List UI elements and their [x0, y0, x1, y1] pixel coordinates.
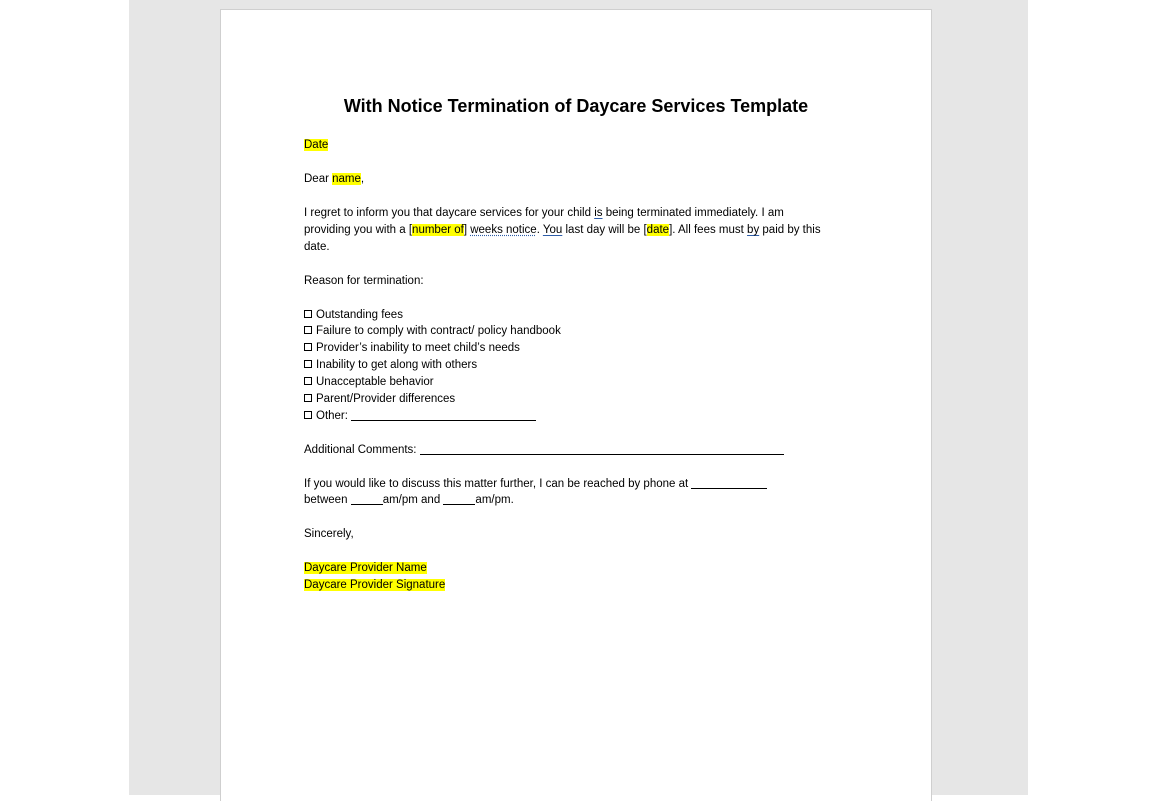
checkbox-icon[interactable]	[304, 343, 312, 351]
document-title: With Notice Termination of Daycare Services Template	[343, 96, 809, 116]
other-blank-field[interactable]	[351, 408, 536, 421]
reason-item	[304, 340, 520, 357]
checkbox-icon[interactable]	[304, 360, 312, 368]
reason-label: Outstanding fees	[316, 309, 403, 321]
phone-blank-field[interactable]	[691, 476, 767, 489]
reason-label: Failure to comply with contract/ policy handbook	[316, 325, 561, 337]
reason-heading: Reason for termination:	[304, 275, 424, 287]
date-placeholder: Date	[304, 139, 329, 151]
checkbox-icon[interactable]	[304, 394, 312, 402]
greeting-suffix: ,	[360, 173, 365, 185]
signature-sig-line	[304, 577, 445, 594]
name-placeholder: name	[332, 173, 361, 185]
checkbox-icon[interactable]	[304, 310, 312, 318]
provider-name-placeholder: Daycare Provider Name	[304, 562, 427, 574]
contact-text: If you would like to discuss this matter further, I can be reached by phone at	[304, 478, 692, 490]
number-of-placeholder: number of	[412, 224, 464, 236]
reason-label: Unacceptable behavior	[316, 376, 434, 388]
date-line	[304, 137, 328, 154]
grammar-flag-by: by	[747, 224, 760, 236]
grammar-flag-you: You	[542, 224, 563, 236]
additional-comments-field[interactable]	[420, 442, 784, 455]
reason-label: Other:	[316, 410, 352, 422]
reason-item-other	[304, 408, 536, 425]
contact-text: am/pm and	[382, 494, 444, 506]
text-run: date.	[304, 241, 330, 253]
grammar-flag-weeks-notice: weeks notice	[470, 224, 537, 236]
contact-text: between	[304, 494, 351, 506]
text-run: ]. All fees must	[669, 224, 748, 236]
greeting-prefix: Dear	[304, 173, 333, 185]
provider-signature-placeholder: Daycare Provider Signature	[304, 579, 446, 591]
grammar-flag-is: is	[594, 207, 603, 219]
text-run: being terminated immediately. I am	[602, 207, 784, 219]
reason-label: Parent/Provider differences	[316, 393, 456, 405]
reason-label: Provider’s inability to meet child’s needs	[316, 342, 520, 354]
reason-item	[304, 323, 561, 340]
text-run: paid by this	[759, 224, 821, 236]
checkbox-icon[interactable]	[304, 326, 312, 334]
reason-item	[304, 391, 455, 408]
time-to-blank-field[interactable]	[443, 492, 475, 505]
contact-line-1	[304, 476, 767, 493]
closing: Sincerely,	[304, 528, 354, 540]
paragraph-line-1	[304, 205, 784, 222]
date-inline-placeholder: date	[646, 224, 670, 236]
checkbox-icon[interactable]	[304, 411, 312, 419]
paragraph-line-3	[304, 239, 330, 256]
contact-line-2	[304, 492, 514, 509]
text-run: providing you with a [	[304, 224, 413, 236]
text-run: .	[536, 224, 543, 236]
paragraph-line-2	[304, 222, 821, 239]
text-run: ]	[463, 224, 471, 236]
reason-item	[304, 307, 403, 324]
time-from-blank-field[interactable]	[351, 492, 383, 505]
reason-item	[304, 357, 477, 374]
additional-comments-label: Additional Comments:	[304, 444, 420, 456]
text-run: last day will be [	[562, 224, 647, 236]
reason-label: Inability to get along with others	[316, 359, 478, 371]
signature-name-line	[304, 560, 427, 577]
contact-text: am/pm.	[475, 494, 514, 506]
checkbox-icon[interactable]	[304, 377, 312, 385]
text-run: I regret to inform you that daycare services for your child	[304, 207, 595, 219]
additional-comments-line	[304, 442, 784, 459]
greeting-line	[304, 171, 364, 188]
reason-item	[304, 374, 434, 391]
